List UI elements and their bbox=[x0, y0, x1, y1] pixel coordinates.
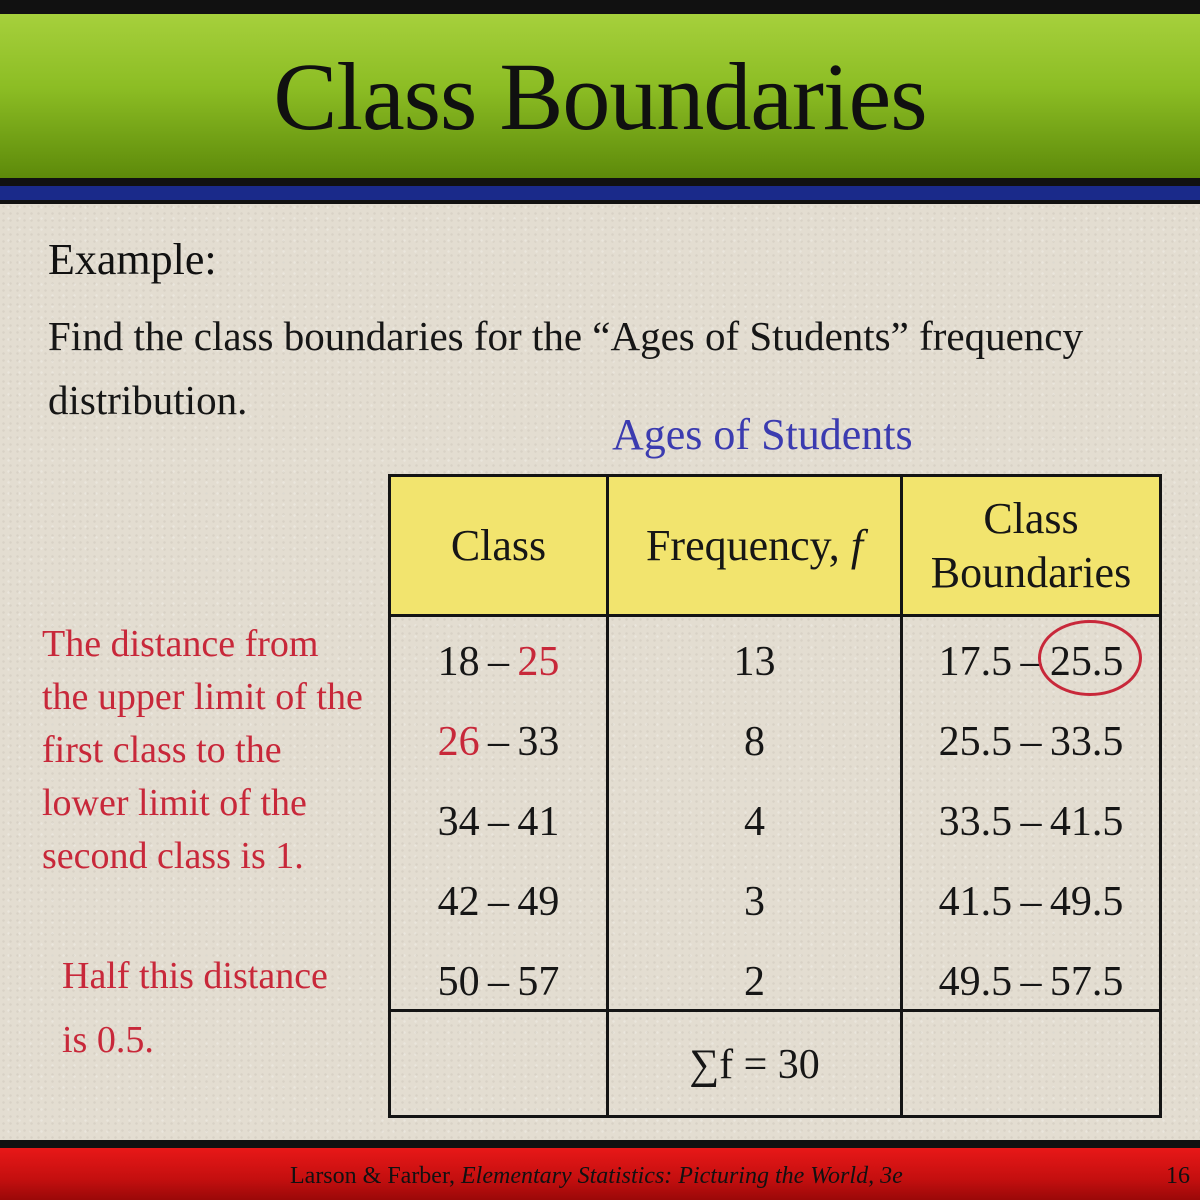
frequency-cell bbox=[609, 702, 900, 782]
header-frequency bbox=[609, 477, 900, 614]
frequency-value: 13 bbox=[733, 639, 776, 685]
example-text: Find the class boundaries for the “Ages of Students” frequency distribution. bbox=[48, 313, 1083, 423]
table-title: Ages of Students bbox=[612, 410, 913, 459]
class-cell: 26 – 33 bbox=[437, 719, 560, 765]
footer-border bbox=[0, 1140, 1200, 1148]
boundary-upper: 33.5 bbox=[1049, 719, 1124, 765]
total-frequency: ∑f = 30 bbox=[689, 1042, 820, 1088]
frequency-value: 3 bbox=[744, 879, 765, 925]
class-upper-limit: 33 bbox=[517, 719, 560, 765]
divider-blue bbox=[0, 186, 1200, 200]
class-upper-limit: 57 bbox=[517, 959, 560, 1005]
note-distance: The distance from the upper limit of the first class to the lower limit of the second class is 1. bbox=[42, 623, 363, 877]
class-upper-limit: 25 bbox=[517, 639, 560, 685]
header-class: Class bbox=[450, 520, 547, 570]
boundary-lower: 33.5 bbox=[938, 799, 1013, 845]
frequency-cell bbox=[609, 622, 900, 702]
class-cell: 18 – 25 bbox=[437, 639, 560, 685]
boundaries-cell: 49.5 – 57.5 bbox=[938, 959, 1124, 1005]
class-cell: 50 – 57 bbox=[437, 959, 560, 1005]
boundary-upper: 57.5 bbox=[1049, 959, 1124, 1005]
frequency-cell bbox=[609, 942, 900, 1022]
class-cell: 42 – 49 bbox=[437, 879, 560, 925]
boundary-upper: 25.5 bbox=[1049, 639, 1124, 685]
highlight-circle bbox=[1038, 620, 1142, 696]
boundary-upper: 49.5 bbox=[1049, 879, 1124, 925]
slide-title: Class Boundaries bbox=[273, 43, 927, 150]
top-border bbox=[0, 0, 1200, 14]
frequency-value: 2 bbox=[744, 959, 765, 1005]
class-lower-limit: 34 bbox=[437, 799, 480, 845]
example-heading: Example: bbox=[48, 235, 217, 284]
class-upper-limit: 49 bbox=[517, 879, 560, 925]
class-cell: 34 – 41 bbox=[437, 799, 560, 845]
class-upper-limit: 41 bbox=[517, 799, 560, 845]
frequency-value: 4 bbox=[744, 799, 765, 845]
boundary-lower: 49.5 bbox=[938, 959, 1013, 1005]
boundaries-cell: 41.5 – 49.5 bbox=[938, 879, 1124, 925]
footer-authors: Larson & Farber, bbox=[290, 1163, 461, 1189]
page-number: 16 bbox=[1166, 1163, 1190, 1189]
footer-citation bbox=[290, 1160, 903, 1192]
boundary-upper: 41.5 bbox=[1049, 799, 1124, 845]
header-frequency-label: Frequency, f bbox=[645, 520, 864, 570]
frequency-cell bbox=[609, 782, 900, 862]
note-half-distance: Half this distance is 0.5. bbox=[62, 955, 328, 1061]
class-lower-limit: 50 bbox=[437, 959, 480, 1005]
divider-black-lower bbox=[0, 200, 1200, 204]
class-lower-limit: 26 bbox=[437, 719, 480, 765]
frequency-table bbox=[388, 474, 1162, 1118]
frequency-cell bbox=[609, 862, 900, 942]
frequency-value: 8 bbox=[744, 719, 765, 765]
footer-book-title: Elementary Statistics: Picturing the World, 3e bbox=[461, 1163, 903, 1189]
boundary-lower: 17.5 bbox=[938, 639, 1013, 685]
boundary-lower: 25.5 bbox=[938, 719, 1013, 765]
class-lower-limit: 18 bbox=[437, 639, 480, 685]
header-boundaries: Class Boundaries bbox=[930, 493, 1132, 597]
boundary-lower: 41.5 bbox=[938, 879, 1013, 925]
boundaries-cell: 25.5 – 33.5 bbox=[938, 719, 1124, 765]
divider-black bbox=[0, 178, 1200, 186]
class-lower-limit: 42 bbox=[437, 879, 480, 925]
boundaries-cell: 17.5 – 25.5 bbox=[938, 639, 1124, 685]
boundaries-cell: 33.5 – 41.5 bbox=[938, 799, 1124, 845]
